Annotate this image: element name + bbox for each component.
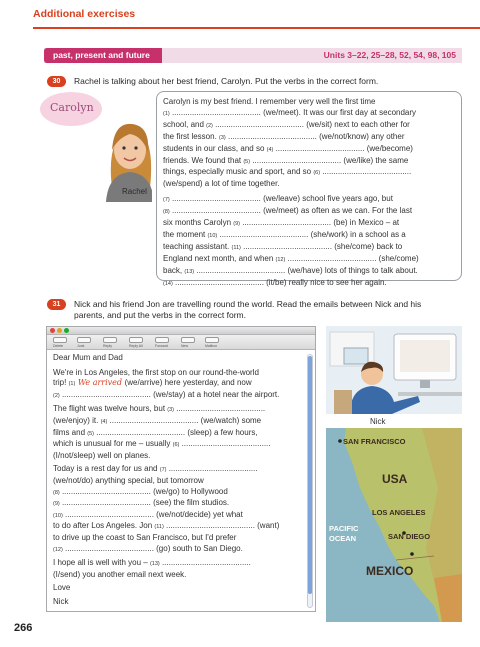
zoom-window-icon[interactable]: [64, 328, 69, 333]
paragraph-1-line: [163, 97, 455, 108]
email-toolbar: [47, 335, 315, 350]
paragraph-2-line: [163, 254, 455, 266]
email-titlebar: [47, 327, 315, 335]
toolbar-button-reply[interactable]: [103, 337, 117, 343]
line-text: ........................................ (we/go) to Hollywood: [59, 486, 228, 496]
nick-label: Nick: [370, 417, 386, 426]
exercise-30-number: 30: [47, 76, 66, 87]
toolbar-label: Forward: [155, 344, 168, 348]
minimize-window-icon[interactable]: [57, 328, 62, 333]
email-line: [53, 597, 305, 608]
rachel-label: Rachel: [122, 187, 147, 196]
section-units: Units 3–22, 25–28, 52, 54, 98, 105: [323, 50, 456, 60]
email-body[interactable]: [53, 353, 305, 607]
exercise-30-instruction: Rachel is talking about her best friend, Carolyn. Put the verbs in the correct form.: [74, 76, 379, 86]
toolbar-button-reply-all[interactable]: [129, 337, 143, 343]
line-text: to do after Los Angeles. Jon: [53, 521, 155, 531]
gap-number: (11): [231, 244, 241, 251]
line-text: (we/spend) a lot of time together.: [163, 179, 280, 189]
line-text: the first lesson.: [163, 131, 220, 141]
toolbar-button-junk[interactable]: [77, 337, 91, 343]
exercise-31-instruction-line-1: Nick and his friend Jon are travelling round the world. Read the emails between Nick and his: [74, 299, 422, 309]
nick-at-computer: [326, 326, 462, 414]
email-line: [53, 390, 305, 402]
email-line: [53, 558, 305, 570]
gap-number: (1): [68, 381, 76, 388]
map-label-ocean: OCEAN: [329, 534, 357, 543]
email-scrollbar[interactable]: [307, 354, 313, 608]
paragraph-2-line: [163, 278, 455, 290]
paragraph-1-line: [163, 179, 455, 190]
line-text: England next month, and when: [163, 253, 276, 263]
line-text: ........................................ (we/have) lots of things to talk about.: [194, 265, 418, 275]
paragraph-2-line: [163, 206, 455, 218]
line-text: ........................................: [174, 404, 266, 414]
line-text: ........................................: [166, 464, 258, 474]
line-text: ........................................ (she/come): [285, 253, 419, 263]
line-text: teaching assistant.: [163, 241, 232, 251]
line-text: ........................................ (want): [163, 521, 280, 531]
line-text: The flight was twelve hours, but: [53, 404, 168, 414]
paragraph-2: [163, 194, 455, 289]
line-text: things, especially music and sport, and so: [163, 167, 314, 177]
line-text: ........................................ (she/work) in a school as a: [217, 229, 406, 239]
gap-number: (9): [233, 221, 240, 228]
paragraph-1-line: [163, 120, 455, 132]
gap-number: (8): [53, 489, 60, 496]
gap-number: (13): [184, 268, 195, 275]
line-text: ........................................ (it/be) really nice to see her again.: [172, 277, 387, 287]
paragraph-1-line: [163, 167, 455, 179]
california-map: [326, 428, 462, 622]
gap-number: (7): [163, 197, 170, 204]
toolbar-label: Reply All: [129, 344, 143, 348]
paragraph-1: [163, 97, 455, 190]
gap-number: (6): [313, 170, 321, 177]
gap-number: (5): [87, 430, 94, 437]
rachel-portrait: [34, 92, 152, 202]
line-text: friends. We found that: [163, 155, 244, 165]
gap-number: (13): [149, 561, 160, 568]
gap-number: (6): [172, 442, 180, 449]
close-window-icon[interactable]: [50, 328, 55, 333]
map-label-mexico: MEXICO: [366, 564, 414, 578]
email-line: [53, 428, 305, 440]
gap-number: (14): [163, 280, 173, 287]
paragraph-2-line: [163, 194, 455, 206]
page-header: Additional exercises: [33, 8, 136, 20]
gap-number: (3): [167, 407, 175, 414]
line-text: ........................................: [320, 167, 412, 177]
toolbar-button-mailbox[interactable]: [205, 337, 219, 343]
line-text: ........................................ (she/come) back to: [240, 241, 403, 251]
section-tab: past, present and future: [44, 48, 162, 63]
gap-number: (3): [219, 134, 226, 141]
email-line: [53, 498, 305, 510]
email-line: [53, 368, 305, 379]
gap-number: (4): [266, 146, 274, 153]
gap-number: (11): [154, 524, 164, 531]
gap-number: (5): [243, 158, 251, 165]
exercise-31-instruction-line-2: parents, and put the verbs in the correct form.: [74, 310, 246, 320]
email-window: [46, 326, 316, 612]
line-text: (I/not/sleep) well on planes.: [53, 450, 151, 460]
toolbar-button-forward[interactable]: [155, 337, 169, 343]
email-line: [53, 487, 305, 499]
line-text: Carolyn is my best friend. I remember very well the first time: [163, 97, 376, 106]
line-text: ........................................ (sleep) a few hours,: [93, 427, 258, 437]
line-text: ........................................ (go) south to San Diego.: [62, 543, 243, 553]
map-label-san-francisco: SAN FRANCISCO: [343, 437, 406, 446]
email-line: [53, 416, 305, 428]
map-label-pacific: PACIFIC: [329, 524, 359, 533]
gap-number: (10): [53, 512, 63, 519]
map-label-san-diego: SAN DIEGO: [388, 532, 431, 541]
toolbar-label: New: [181, 344, 189, 348]
line-text: films and: [53, 427, 88, 437]
toolbar-button-delete[interactable]: [53, 337, 67, 343]
line-text: ........................................ (we/meet). It was our first day at secondary: [169, 107, 417, 117]
email-line: [53, 544, 305, 556]
line-text: ........................................ (we/sit) next to each other for: [212, 119, 410, 129]
line-text: ........................................ (we/not/know) any other: [225, 131, 405, 141]
email-line: [53, 510, 305, 522]
line-text: ........................................: [159, 558, 251, 568]
paragraph-2-line: [163, 266, 455, 278]
line-text: I hope all is well with you –: [53, 558, 150, 568]
page-number: 266: [14, 622, 33, 634]
exercise-31-number: 31: [47, 299, 66, 310]
paragraph-1-line: [163, 108, 455, 120]
map-label-los-angeles: LOS ANGELES: [372, 508, 426, 517]
paragraph-1-line: [163, 132, 455, 144]
toolbar-button-new[interactable]: [181, 337, 195, 343]
line-text: six months Carolyn: [163, 218, 234, 228]
line-text: We're in Los Angeles, the first stop on our round-the-world: [53, 367, 259, 377]
line-text: ........................................: [179, 439, 271, 449]
rachel-illustration: [34, 92, 152, 202]
line-text: back,: [163, 265, 185, 275]
line-text: (we/arrive) here yesterday, and now: [124, 378, 252, 388]
section-bar: [44, 48, 462, 63]
email-line: [53, 439, 305, 451]
paragraph-1-line: [163, 144, 455, 156]
line-text: to drive up the coast to San Francisco, but I'd prefer: [53, 532, 237, 542]
map-label-usa: USA: [382, 472, 408, 486]
line-text: students in our class, and so: [163, 143, 267, 153]
email-line: [53, 378, 305, 390]
nick-illustration: [326, 326, 462, 414]
line-text: ........................................ (see) the film studios.: [59, 498, 230, 508]
line-text: ........................................ (we/meet) as often as we can. For the last: [169, 206, 413, 216]
email-line: [53, 451, 305, 462]
line-text: ........................................ (we/leave) school five years ago, but: [169, 194, 393, 204]
gap-number: (10): [207, 232, 218, 239]
line-text: ........................................ (we/become): [273, 143, 413, 153]
email-scroll-thumb[interactable]: [308, 356, 312, 594]
email-line: [53, 583, 305, 594]
gap-number: (8): [163, 209, 170, 216]
gap-number: (2): [53, 392, 60, 399]
email-line: [53, 521, 305, 533]
email-greeting: Dear Mum and Dad: [53, 353, 123, 362]
line-text: which is unusual for me – usually: [53, 439, 173, 449]
bubble-text: Carolyn: [50, 101, 94, 114]
exercise-30-textbox: [156, 91, 462, 287]
gap-number: (7): [159, 467, 167, 474]
toolbar-label: Reply: [103, 344, 112, 348]
gap-number: (4): [100, 418, 108, 425]
email-line: [53, 570, 305, 581]
line-text: ........................................ (we/not/decide) yet what: [62, 509, 243, 519]
line-text: ........................................ (be) in Mexico – at: [239, 218, 400, 228]
line-text: Nick: [53, 596, 69, 606]
email-line: [53, 533, 305, 544]
toolbar-label: Junk: [77, 344, 85, 348]
line-text: the moment: [163, 229, 208, 239]
gap-number: (9): [53, 501, 60, 508]
header-rule: [33, 27, 480, 29]
email-line: [53, 464, 305, 476]
line-text: school, and: [163, 119, 207, 129]
line-text: ........................................ (we/like) the same: [250, 155, 409, 165]
paragraph-2-line: [163, 230, 455, 242]
line-text: Love: [53, 583, 71, 593]
paragraph-2-line: [163, 242, 455, 254]
line-text: trip!: [53, 378, 69, 388]
line-text: (I/send) you another email next week.: [53, 569, 187, 579]
example-answer: We arrived: [75, 378, 125, 388]
line-text: ........................................ (we/stay) at a hotel near the airport.: [59, 389, 280, 399]
gap-number: (12): [53, 546, 63, 553]
gap-number: (12): [275, 256, 286, 263]
line-text: Today is a rest day for us and: [53, 464, 160, 474]
toolbar-label: Delete: [53, 344, 64, 348]
paragraph-1-line: [163, 156, 455, 168]
line-text: (we/enjoy) it.: [53, 415, 101, 425]
gap-number: (2): [206, 122, 213, 129]
line-text: ........................................ (we/watch) some: [107, 415, 262, 425]
email-line: [53, 404, 305, 416]
line-text: (we/not/do) anything special, but tomorrow: [53, 475, 204, 485]
gap-number: (1): [163, 110, 170, 117]
toolbar-label: Mailbox: [205, 344, 218, 348]
email-line: [53, 476, 305, 487]
paragraph-2-line: [163, 218, 455, 230]
